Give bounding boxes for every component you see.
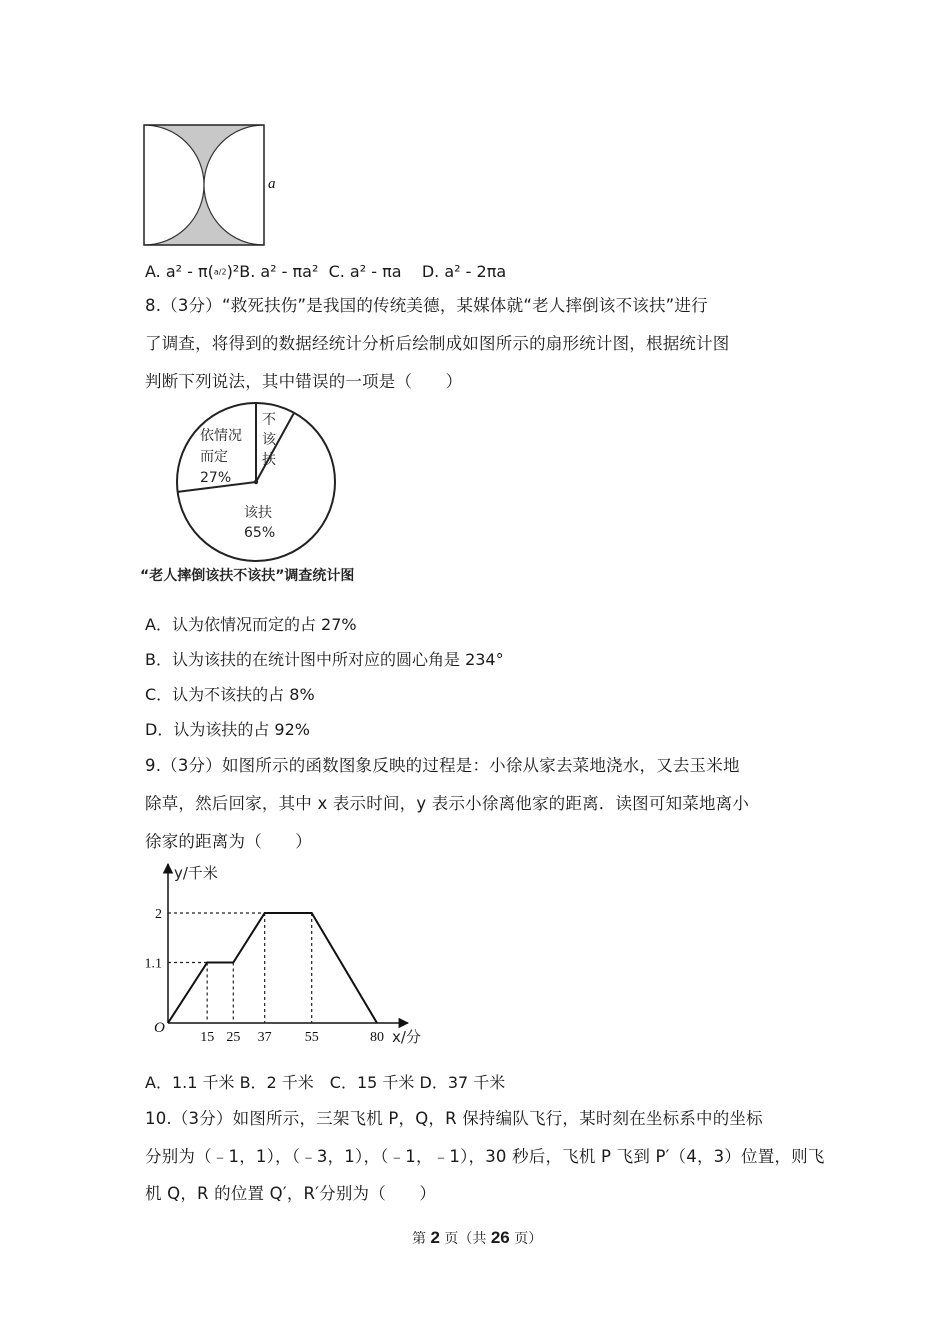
q7-figure [140, 122, 290, 248]
q7-options [145, 262, 506, 283]
x-tick-label: 55 [304, 1030, 319, 1045]
pie-slice-label: 27% [200, 470, 232, 486]
pie-slice-label: 扶 [262, 452, 276, 468]
pie-slice-label: 该 [262, 432, 276, 448]
y-tick-label: 2 [155, 907, 162, 922]
y-tick-label: 1.1 [144, 956, 162, 972]
q10-stem-line-3: 机 Q，R 的位置 Q′，R′分别为（ ） [145, 1184, 437, 1203]
pie-slice-label: 而定 [200, 449, 228, 465]
q10-stem-line-2: 分别为（﹣1，1），（﹣3，1），（﹣1，﹣1），30 秒后，飞机 P 飞到 P′（4，3）位置，则飞 [145, 1147, 825, 1166]
q8-stem-line-2: 了调查，将得到的数据经统计分析后绘制成如图所示的扇形统计图，根据统计图 [145, 334, 730, 353]
q9-stem-line-1: 9.（3分）如图所示的函数图象反映的过程是：小徐从家去菜地浇水，又去玉米地 [145, 756, 740, 775]
origin-label: O [154, 1020, 165, 1036]
footer-suffix: 页） [514, 1231, 543, 1247]
pie-slice-label: 65% [244, 525, 276, 541]
q7-option-d: D. a² - 2πa [421, 262, 507, 281]
q8-option-a: A．认为依情况而定的占 27% [145, 615, 357, 634]
q8-stem-line-3: 判断下列说法，其中错误的一项是（ ） [145, 372, 463, 391]
pie-slice-label: 不 [262, 412, 276, 428]
footer-middle: 页（共 [444, 1231, 487, 1247]
pie-center-dot [254, 480, 258, 484]
q7-option-b: B. a² - πa² [239, 262, 319, 281]
x-tick-label: 25 [226, 1030, 241, 1045]
q9-function-graph [130, 858, 440, 1050]
q7-option-a: A. a² - π( [145, 262, 214, 281]
q8-option-b: B．认为该扶的在统计图中所对应的圆心角是 234° [145, 650, 504, 669]
q9-stem-line-2: 除草，然后回家，其中 x 表示时间，y 表示小徐离他家的距离．读图可知菜地离小 [145, 794, 750, 813]
page-footer [412, 1228, 542, 1248]
q8-pie-chart [140, 396, 410, 586]
distance-time-line [168, 913, 377, 1023]
pie-slice-label: 该扶 [244, 505, 272, 521]
footer-prefix: 第 [412, 1231, 426, 1247]
pie-caption: “老人摔倒该扶不该扶”调查统计图 [140, 568, 355, 584]
x-tick-label: 80 [370, 1030, 384, 1045]
q7-option-a-fraction: a/2 [213, 267, 227, 277]
side-label: a [268, 176, 276, 192]
q10-stem-line-1: 10.（3分）如图所示，三架飞机 P，Q，R 保持编队飞行，某时刻在坐标系中的坐标 [145, 1109, 763, 1128]
total-page-number: 26 [490, 1228, 510, 1247]
q8-option-c: C．认为不该扶的占 8% [145, 685, 315, 704]
pie-slice-label: 依情况 [200, 428, 242, 444]
q7-option-c: C. a² - πa [328, 262, 402, 281]
q8-stem-line-1: 8.（3分）“救死扶伤”是我国的传统美德，某媒体就“老人摔倒该不该扶”进行 [145, 296, 708, 315]
x-tick-label: 15 [200, 1030, 215, 1045]
q8-option-d: D．认为该扶的占 92% [145, 720, 310, 739]
x-tick-label: 37 [257, 1030, 272, 1045]
q9-options: A．1.1 千米 B．2 千米 C．15 千米 D．37 千米 [145, 1073, 506, 1092]
y-axis-label: y/千米 [174, 864, 218, 882]
x-axis-label: x/分 [392, 1028, 421, 1046]
current-page-number: 2 [430, 1228, 440, 1247]
q9-stem-line-3: 徐家的距离为（ ） [145, 832, 312, 851]
q7-option-a-tail: )² [226, 262, 240, 281]
